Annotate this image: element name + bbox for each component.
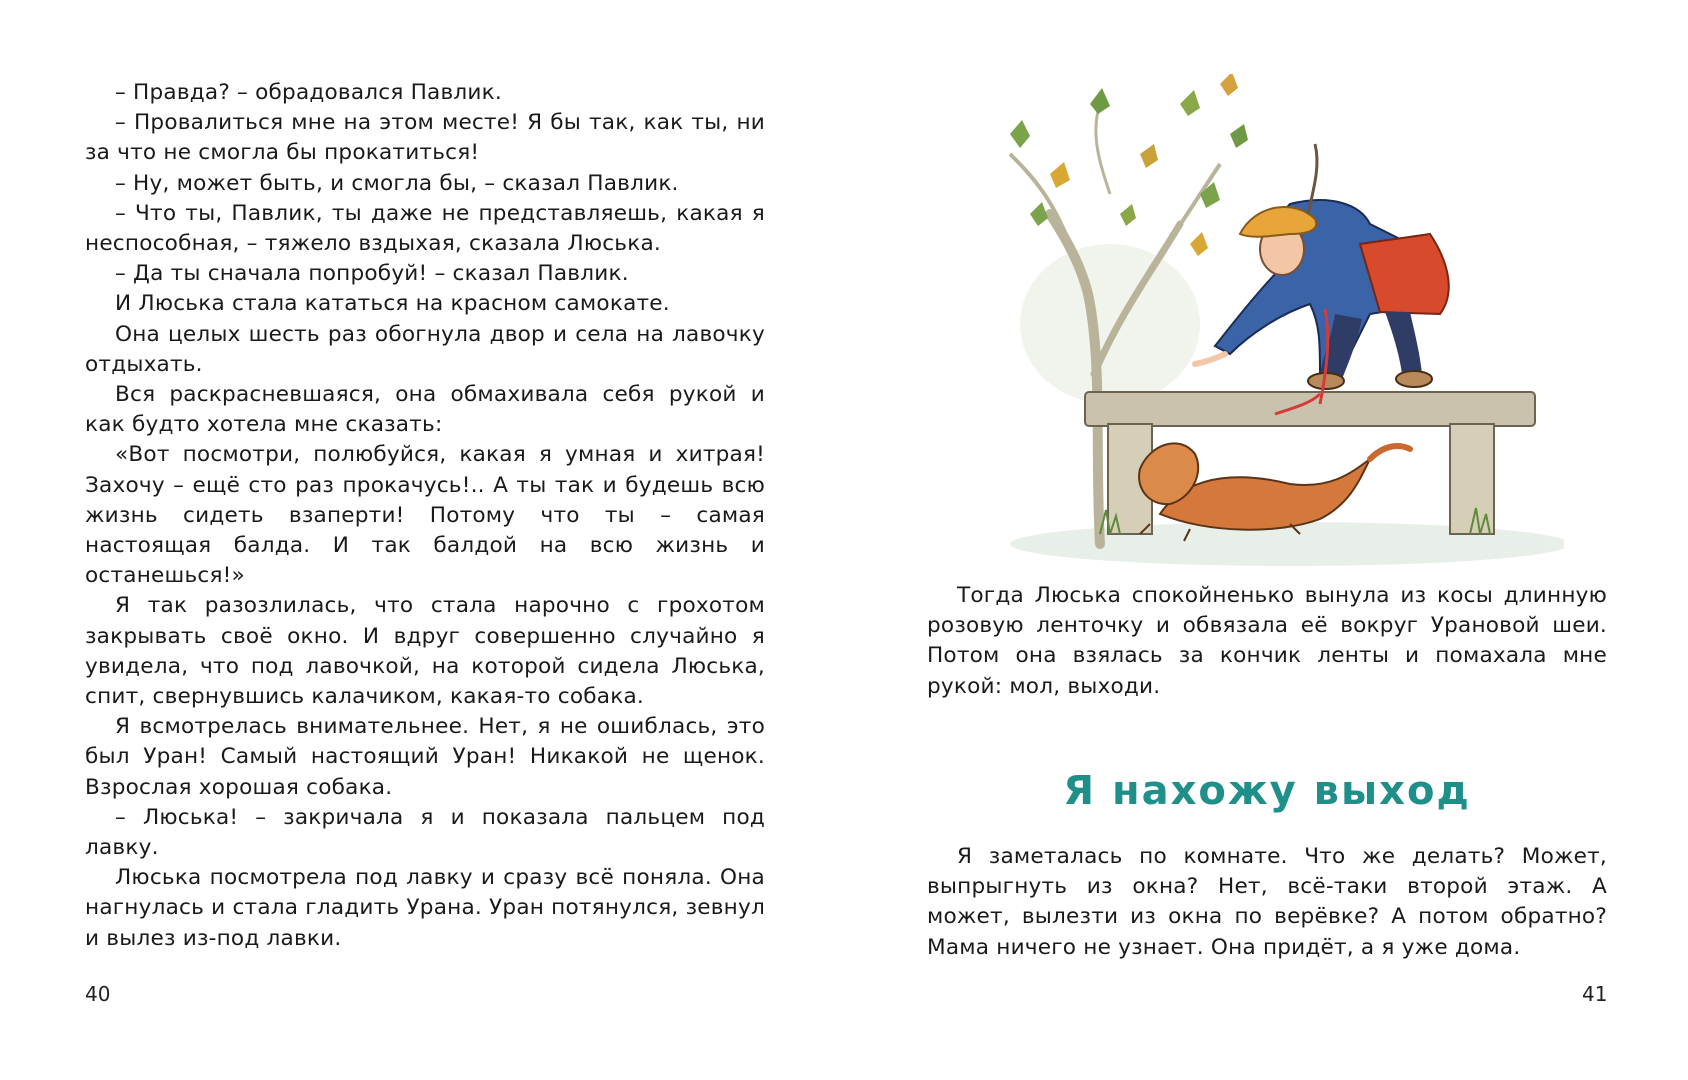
paragraph: Я всмотрелась внимательнее. Нет, я не ошиблась, это был Уран! Самый настоящий Уран! Никакой не щенок. Взрослая хорошая собака. [85,714,765,800]
leaf-cluster [1010,74,1248,256]
paragraph: – Да ты сначала попробуй! – сказал Павлик. [115,261,629,287]
paragraph: Тогда Люська спокойненько вынула из косы длинную розовую ленточку и обвязала её вокруг Урановой шеи. Потом она взялась за кончик ленты и помахала мне рукой: мол, выходи. [927,583,1607,699]
story-illustration [990,74,1564,570]
paragraph: – Ну, может быть, и смогла бы, – сказал Павлик. [115,170,679,196]
page-number-left: 40 [85,982,111,1006]
left-page-text [85,78,765,954]
paragraph: «Вот посмотри, полюбуйся, какая я умная и хитрая! Захочу – ещё сто раз прокачусь!.. А ты так и будешь всю жизнь сидеть взаперти! Потому что ты – самая настоящая балда. И так балдой на всю жизнь и останешься!» [85,442,765,589]
paragraph: Я заметалась по комнате. Что же делать? Может, выпрыгнуть из окна? Нет, всё-таки второй этаж. А может, вылезти из окна по верёвке? А потом обратно? Мама ничего не узнает. Она придёт, а я уже дома. [927,844,1607,960]
paragraph: Люська посмотрела под лавку и сразу всё поняла. Она нагнулась и стала гладить Урана. Уран потянулся, зевнул и вылез из-под лавки. [85,865,765,951]
paragraph: Вся раскрасневшаяся, она обмахивала себя рукой и как будто хотела мне сказать: [85,382,765,438]
right-page-text-top [927,581,1607,702]
paragraph: – Люська! – закричала я и показала пальцем под лавку. [85,804,765,861]
paragraph: – Правда? – обрадовался Павлик. [115,80,502,105]
page-number-right: 41 [1582,982,1608,1006]
girl-drawing [1195,144,1449,414]
paragraph: – Провалиться мне на этом месте! Я бы так, как ты, ни за что не смогла бы прокатиться! [85,110,765,166]
paragraph: Она целых шесть раз обогнула двор и села на лавочку отдыхать. [85,321,765,377]
paragraph: – Что ты, Павлик, ты даже не представляешь, какая я неспособная, – тяжело вздыхая, сказала Люська. [85,200,765,257]
paragraph: Я так разозлилась, что стала нарочно с грохотом закрывать своё окно. И вдруг совершенно случайно я увидела, что под лавочкой, на которой сидела Люська, спит, свернувшись калачиком, какая-то собака. [85,593,765,710]
right-page-text-bottom [927,842,1607,963]
chapter-title: Я нахожу выход [1063,768,1471,814]
paragraph: И Люська стала кататься на красном самокате. [115,291,670,317]
